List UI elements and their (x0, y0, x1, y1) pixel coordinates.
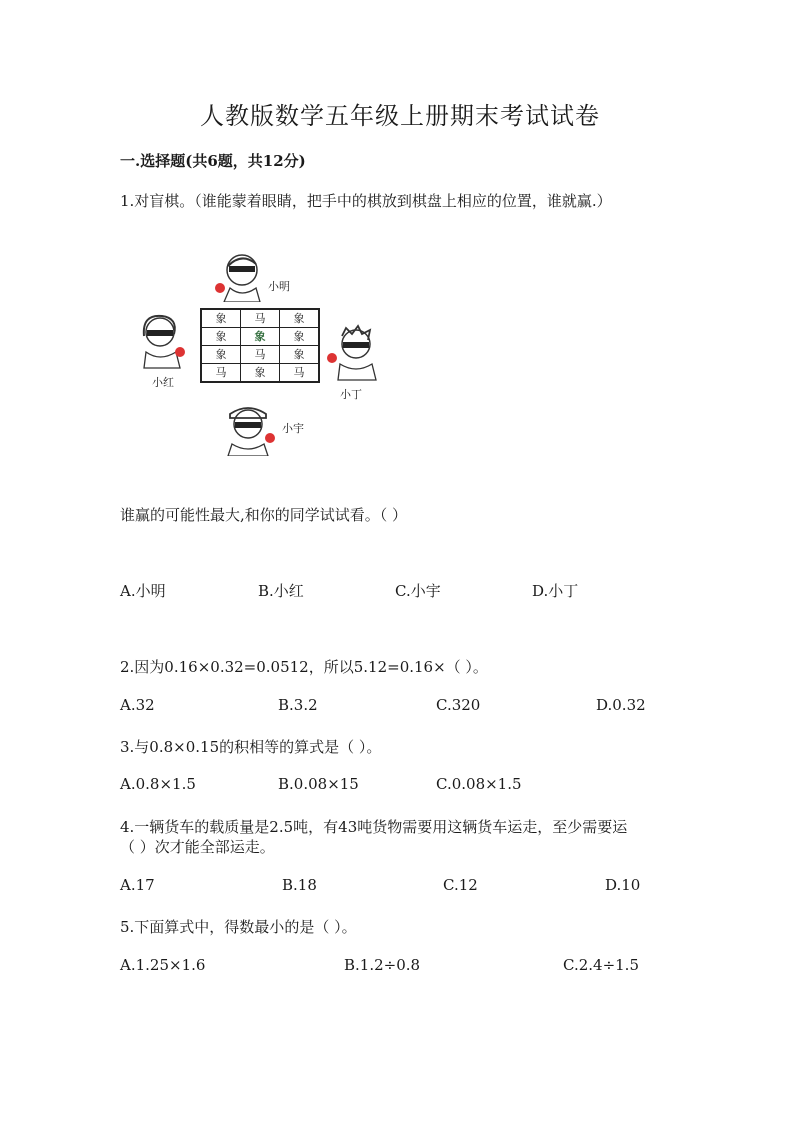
q2-option-b[interactable]: B.3.2 (278, 696, 318, 714)
board-row (201, 346, 319, 364)
q3-option-c[interactable]: C.0.08×1.5 (436, 775, 522, 793)
board-cell: 象 (241, 364, 280, 383)
board-row (201, 309, 319, 328)
q4-option-a[interactable]: A.17 (120, 876, 155, 894)
board-cell: 象 (280, 309, 320, 328)
q3-option-a[interactable]: A.0.8×1.5 (120, 775, 196, 793)
q1-stem: 1.对盲棋。（谁能蒙着眼睛，把手中的棋放到棋盘上相应的位置，谁就赢.） (120, 192, 612, 210)
q5-option-b[interactable]: B.1.2÷0.8 (344, 956, 421, 974)
q2-option-d[interactable]: D.0.32 (596, 696, 646, 714)
q2-option-c[interactable]: C.320 (436, 696, 481, 714)
q2-stem: 2.因为0.16×0.32=0.0512，所以5.12=0.16×（ ）。 (120, 658, 488, 676)
board-cell: 象 (280, 328, 320, 346)
board-cell: 象 (201, 346, 241, 364)
q2-option-a[interactable]: A.32 (120, 696, 155, 714)
board-cell: 马 (280, 364, 320, 383)
q1-option-b[interactable]: B.小红 (258, 582, 304, 600)
board-cell: 象 (201, 309, 241, 328)
board-row (201, 364, 319, 383)
section-heading: 一.选择题(共6题，共12分) (120, 152, 306, 170)
q4-option-b[interactable]: B.18 (282, 876, 317, 894)
board-cell: 象 (201, 328, 241, 346)
q3-option-b[interactable]: B.0.08×15 (278, 775, 359, 793)
board-cell: 象 (280, 346, 320, 364)
name-right: 小丁 (340, 388, 362, 401)
person-top-figure (212, 248, 268, 302)
name-top: 小明 (268, 280, 290, 293)
q1-prompt: 谁赢的可能性最大,和你的同学试试看。（ ） (120, 506, 408, 524)
q4-stem-line2: （ ）次才能全部运走。 (120, 838, 275, 856)
q5-option-c[interactable]: C.2.4÷1.5 (563, 956, 639, 974)
q1-option-d[interactable]: D.小丁 (532, 582, 579, 600)
q4-option-d[interactable]: D.10 (605, 876, 641, 894)
q5-stem: 5.下面算式中，得数最小的是（ ）。 (120, 918, 357, 936)
page-title: 人教版数学五年级上册期末考试试卷 (200, 102, 600, 130)
q1-option-c[interactable]: C.小宇 (395, 582, 441, 600)
chess-board (200, 308, 320, 383)
board-cell: 马 (241, 309, 280, 328)
q3-stem: 3.与0.8×0.15的积相等的算式是（ ）。 (120, 738, 382, 756)
board-cell-marked: 象 (241, 328, 280, 346)
q4-option-c[interactable]: C.12 (443, 876, 478, 894)
q5-option-a[interactable]: A.1.25×1.6 (120, 956, 206, 974)
q1-option-a[interactable]: A.小明 (120, 582, 166, 600)
board-row (201, 328, 319, 346)
person-right-figure (324, 322, 380, 382)
name-bottom: 小宇 (282, 422, 304, 435)
board-cell: 马 (241, 346, 280, 364)
person-bottom-figure (222, 400, 282, 456)
board-cell: 马 (201, 364, 241, 383)
q4-stem-line1: 4.一辆货车的载质量是2.5吨，有43吨货物需要用这辆货车运走，至少需要运 (120, 818, 628, 836)
name-left: 小红 (152, 376, 174, 389)
person-left-figure (136, 310, 192, 370)
